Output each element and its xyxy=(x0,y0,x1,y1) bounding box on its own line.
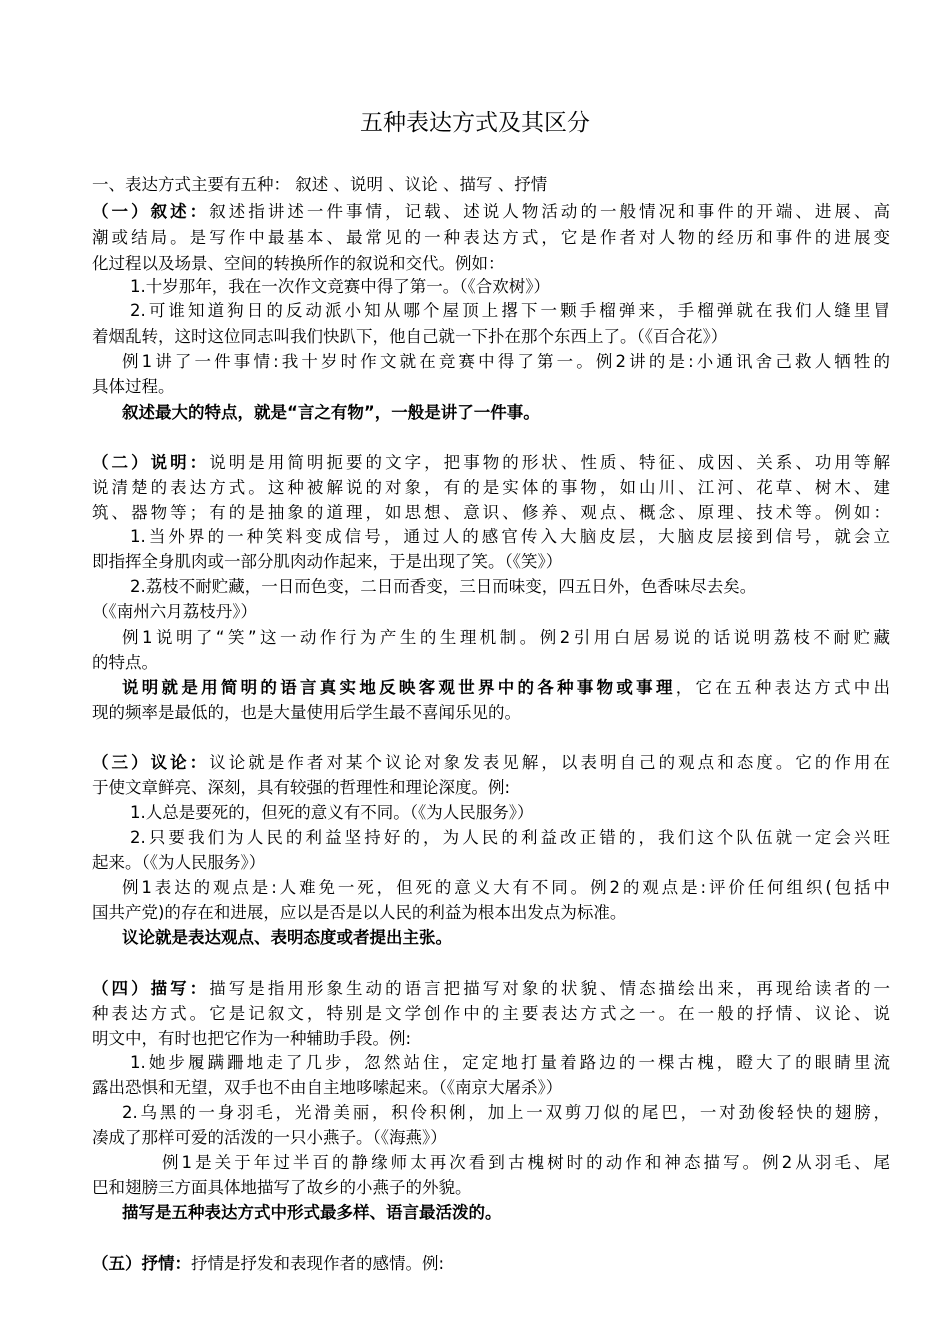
s1-line-3: 化过程以及场景、空间的转换所作的叙说和交代。例如： xyxy=(92,254,505,273)
s2-line-3: 筑、器物等；有的是抽象的道理，如思想、意识、修养、观点、概念、原理、技术等。例如： xyxy=(92,503,890,522)
s1-label: （一）叙述： xyxy=(92,202,210,221)
s3-example-2a: 2.只要我们为人民的利益坚持好的，为人民的利益改正错的，我们这个队伍就一定会兴旺 xyxy=(130,828,890,847)
s1-example-2a: 2.可谁知道狗日的反动派小知从哪个屋顶上撂下一颗手榴弹来，手榴弹就在我们人缝里冒 xyxy=(130,301,890,320)
s1-line-2: 潮或结局。是写作中最基本、最常见的一种表达方式，它是作者对人物的经历和事件的进展变 xyxy=(92,228,890,247)
s4-line-1: （四）描写：描写是指用形象生动的语言把描写对象的状貌、情态描绘出来，再现给读者的一 xyxy=(92,979,891,998)
s4-summary: 描写是五种表达方式中形式最多样、语言最活泼的。 xyxy=(122,1203,502,1222)
s3-explain-2: 国共产党)的存在和进展，应以是否是以人民的利益为根本出发点为标准。 xyxy=(92,903,627,922)
s2-example-1b: 即指挥全身肌肉或一部分肌肉动作起来，于是出现了笑。（《笑》） xyxy=(92,552,563,571)
s1-summary: 叙述最大的特点，就是“言之有物”，一般是讲了一件事。 xyxy=(122,403,540,422)
s1-line-1: （一）叙述：叙述指讲述一件事情，记载、述说人物活动的一般情况和事件的开端、进展、高 xyxy=(92,202,891,221)
s4-line-2: 种表达方式。它是记叙文，特别是文学创作中的主要表达方式之一。在一般的抒情、议论、说 xyxy=(92,1004,890,1023)
s1-example-2b: 着烟乱转，这时这位同志叫我们快趴下，他自己就一下扑在那个东西上了。（《百合花》） xyxy=(92,327,728,346)
s1-explain-2: 具体过程。 xyxy=(92,377,175,396)
s1-example-1: 1.十岁那年，我在一次作文竞赛中得了第一。（《合欢树》） xyxy=(130,277,550,296)
s4-explain-2: 巴和翅膀三方面具体地描写了故乡的小燕子的外貌。 xyxy=(92,1178,472,1197)
page-title: 五种表达方式及其区分 xyxy=(360,110,590,136)
s2-example-2b: （《南州六月荔枝丹》） xyxy=(92,602,257,621)
s3-line-2: 于使文章鲜亮、深刻，具有较强的哲理性和理论深度。例: xyxy=(92,778,511,797)
s2-summary-1: 说明就是用简明的语言真实地反映客观世界中的各种事物或事理，它在五种表达方式中出 xyxy=(122,678,891,697)
s3-label: （三）议论： xyxy=(92,753,210,772)
s2-line-2: 说清楚的表达方式。这种被解说的对象，有的是实体的事物，如山川、江河、花草、树木、建 xyxy=(92,478,890,497)
s3-explain-1: 例1表达的观点是:人难免一死，但死的意义大有不同。例2的观点是:评价任何组织(包括中 xyxy=(122,878,890,897)
s2-example-1a: 1.当外界的一种笑料变成信号，通过人的感官传入大脑皮层，大脑皮层接到信号，就会立 xyxy=(130,527,890,546)
section-heading: 一、表达方式主要有五种： 叙述 、说明 、议论 、描写 、抒情 xyxy=(92,175,548,194)
s2-label: （二）说明： xyxy=(92,453,210,472)
s2-line-1: （二）说明：说明是用简明扼要的文字，把事物的形状、性质、特征、成因、关系、功用等解 xyxy=(92,453,891,472)
s5-line-1: （五）抒情：抒情是抒发和表现作者的感情。例: xyxy=(92,1254,445,1273)
s3-example-1: 1.人总是要死的，但死的意义有不同。（《为人民服务》） xyxy=(130,803,534,822)
s4-example-1b: 露出恐惧和无望，双手也不由自主地哆嗦起来。（《南京大屠杀》） xyxy=(92,1078,563,1097)
s3-example-2b: 起来。（《为人民服务》） xyxy=(92,853,266,872)
s2-summary-2: 现的频率是最低的，也是大量使用后学生最不喜闻乐见的。 xyxy=(92,703,521,722)
s2-explain-2: 的特点。 xyxy=(92,653,158,672)
s1-explain-1: 例1讲了一件事情:我十岁时作文就在竞赛中得了第一。例2讲的是:小通讯舍己救人牺牲的 xyxy=(122,352,890,371)
s4-explain-1: 例1是关于年过半百的静缘师太再次看到古槐树时的动作和神态描写。例2从羽毛、尾 xyxy=(162,1153,890,1172)
s4-label: （四）描写： xyxy=(92,979,210,998)
s4-example-1a: 1.她步履蹒跚地走了几步，忽然站住，定定地打量着路边的一棵古槐，瞪大了的眼睛里流 xyxy=(130,1053,890,1072)
s4-example-2b: 凑成了那样可爱的活泼的一只小燕子。（《海燕》） xyxy=(92,1128,447,1147)
s2-explain-1: 例1说明了“笑”这一动作行为产生的生理机制。例2引用白居易说的话说明荔枝不耐贮藏 xyxy=(122,628,890,647)
s5-label: （五）抒情： xyxy=(92,1254,191,1273)
s4-example-2a: 2.乌黑的一身羽毛，光滑美丽，积伶积俐，加上一双剪刀似的尾巴，一对劲俊轻快的翅膀， xyxy=(122,1103,890,1122)
s4-line-3: 明文中，有时也把它作为一种辅助手段。例: xyxy=(92,1029,412,1048)
s2-example-2a: 2.荔枝不耐贮藏，一日而色变，二日而香变，三日而味变，四五日外，色香味尽去矣。 xyxy=(130,577,757,596)
s3-line-1: （三）议论：议论就是作者对某个议论对象发表见解，以表明自己的观点和态度。它的作用在 xyxy=(92,753,891,772)
s3-summary: 议论就是表达观点、表明态度或者提出主张。 xyxy=(122,928,452,947)
